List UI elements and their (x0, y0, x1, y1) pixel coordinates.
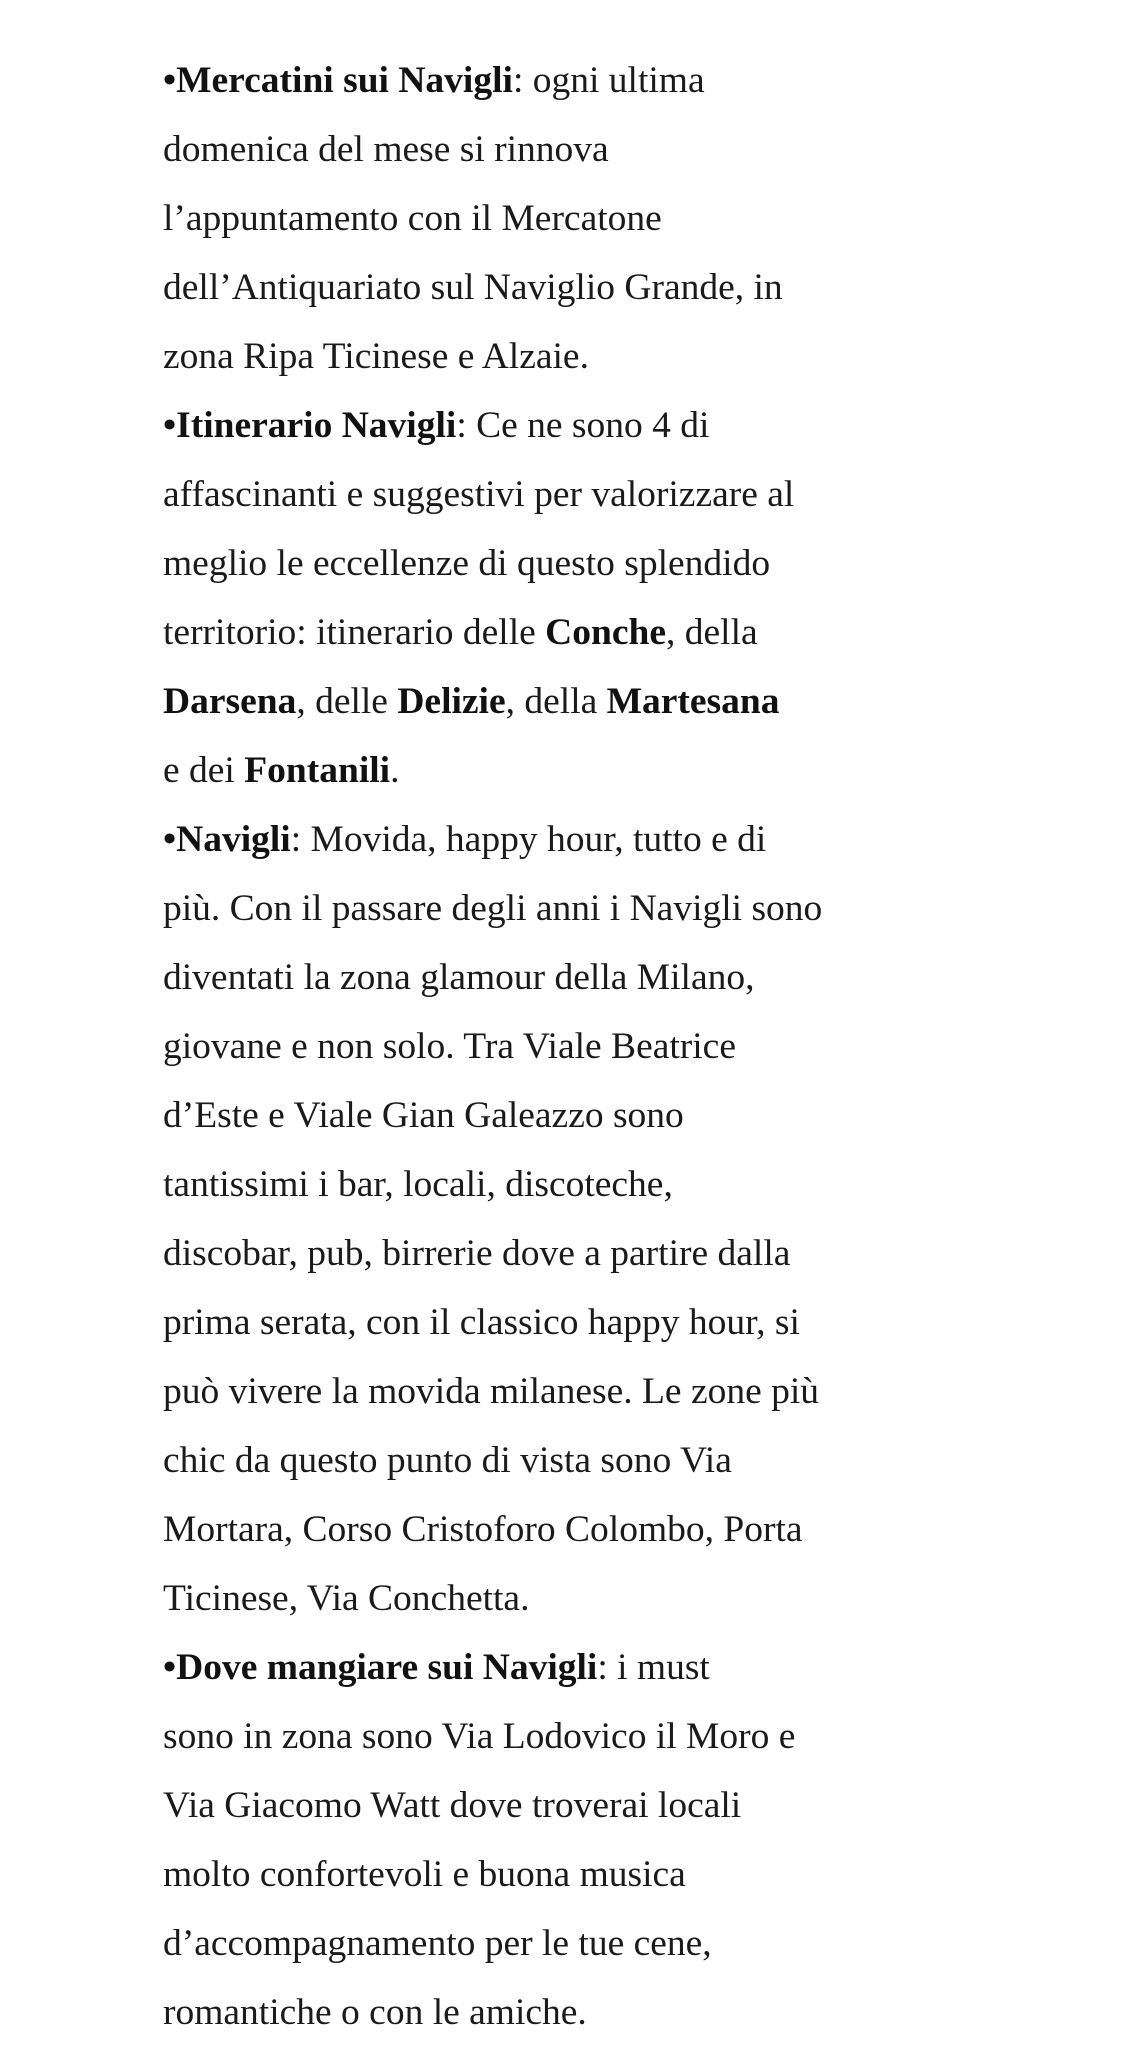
text-line: •Mercatini sui Navigli: ogni ultima (163, 60, 705, 101)
text-line: dell’Antiquariato sul Naviglio Grande, in (163, 267, 783, 308)
text-line: prima serata, con il classico happy hour, si (163, 1302, 800, 1343)
text-line: Via Giacomo Watt dove troverai locali (163, 1785, 742, 1826)
text-line: può vivere la movida milanese. Le zone più (163, 1371, 820, 1412)
text-line: e dei Fontanili. (163, 750, 400, 791)
text-line: •Dove mangiare sui Navigli: i must (163, 1647, 710, 1688)
item-title: •Dove mangiare sui Navigli (163, 1647, 598, 1688)
bold-term-conche: Conche (545, 612, 666, 653)
bold-term-darsena: Darsena (163, 681, 297, 722)
text-line: chic da questo punto di vista sono Via (163, 1440, 732, 1481)
text-line: meglio le eccellenze di questo splendido (163, 543, 771, 584)
text-line: affascinanti e suggestivi per valorizzare al (163, 474, 795, 515)
text-line: domenica del mese si rinnova (163, 129, 609, 170)
item-title: •Itinerario Navigli (163, 405, 457, 446)
text-line: •Navigli: Movida, happy hour, tutto e di (163, 819, 767, 860)
text-line: territorio: itinerario delle Conche, della (163, 612, 758, 653)
text-line: Darsena, delle Delizie, della Martesana (163, 681, 780, 722)
bold-term-fontanili: Fontanili (244, 750, 391, 791)
text-line: d’accompagnamento per le tue cene, (163, 1923, 712, 1964)
bold-term-delizie: Delizie (397, 681, 506, 722)
article-body (163, 46, 1063, 2047)
bold-term-martesana: Martesana (606, 681, 780, 722)
text-line: discobar, pub, birrerie dove a partire dalla (163, 1233, 791, 1274)
text-line: Ticinese, Via Conchetta. (163, 1578, 530, 1619)
list-item-mercatini (163, 46, 1063, 391)
bullet: • (163, 405, 177, 446)
text-line: giovane e non solo. Tra Viale Beatrice (163, 1026, 736, 1067)
item-title: •Mercatini sui Navigli (163, 60, 513, 101)
text-line: •Itinerario Navigli: Ce ne sono 4 di (163, 405, 710, 446)
bullet: • (163, 60, 177, 101)
text-line: Mortara, Corso Cristoforo Colombo, Porta (163, 1509, 803, 1550)
text-line: romantiche o con le amiche. (163, 1992, 587, 2033)
text-line: d’Este e Viale Gian Galeazzo sono (163, 1095, 684, 1136)
bullet: • (163, 1647, 177, 1688)
text-line: sono in zona sono Via Lodovico il Moro e (163, 1716, 796, 1757)
text-line: più. Con il passare degli anni i Navigli sono (163, 888, 823, 929)
list-item-navigli (163, 805, 1063, 1633)
list-item-dove-mangiare (163, 1633, 1063, 2047)
list-item-itinerario (163, 391, 1063, 805)
text-line: zona Ripa Ticinese e Alzaie. (163, 336, 589, 377)
text-line: molto confortevoli e buona musica (163, 1854, 686, 1895)
text-line: l’appuntamento con il Mercatone (163, 198, 662, 239)
text-line: diventati la zona glamour della Milano, (163, 957, 755, 998)
item-title: •Navigli (163, 819, 291, 860)
text-line: tantissimi i bar, locali, discoteche, (163, 1164, 673, 1205)
bullet: • (163, 819, 177, 860)
